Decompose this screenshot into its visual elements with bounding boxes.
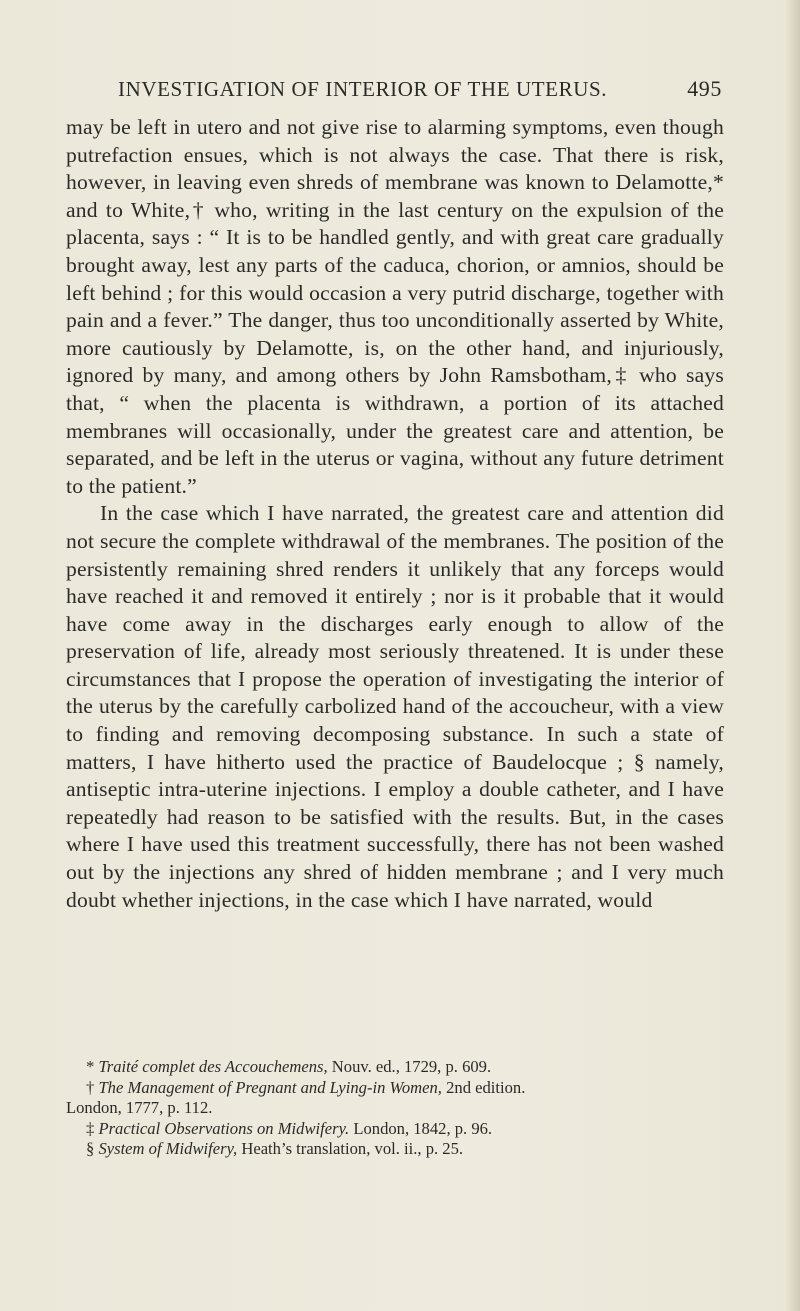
footnote-2-rest: 2nd edition.	[446, 1077, 526, 1097]
running-head-title: INVESTIGATION OF INTERIOR OF THE UTERUS.	[118, 77, 608, 101]
footnote-1-title: Traité complet des Accouchemens,	[98, 1057, 328, 1076]
footnote-2-title: The Management of Pregnant and Lying-in Women,	[98, 1077, 442, 1097]
footnote-4-title: System of Midwifery,	[98, 1139, 238, 1158]
page-edge-shadow	[786, 0, 800, 1311]
footnote-3	[66, 1119, 724, 1140]
paragraph-2: In the case which I have narrated, the greatest care and attention did not secure the complete withdrawal of the membranes. The position of the persistently remaining shred renders it unlikely that any forceps would have reached it and removed it entirely ; nor is it probable that it would have come away in the discharges early enough to allow of the preservation of life, already most seriously threatened. It is under these circumstances that I propose the operation of investigating the interior of the uterus by the carefully carbolized hand of the accoucheur, with a view to finding and removing decomposing substance. In such a state of matters, I have hitherto used the practice of Baudelocque ; § namely, antiseptic intra-uterine injections. I employ a double catheter, and I have repeatedly had reason to be satisfied with the results. But, in the cases where I have used this treatment successfully, there has not been washed out by the injections any shred of hidden membrane ; and I very much doubt whether injections, in the case which I have narrated, would	[66, 501, 724, 912]
footnote-3-title: Practical Observations on Midwifery.	[98, 1118, 350, 1138]
footnote-4-rest: Heath’s translation, vol. ii., p. 25.	[241, 1139, 464, 1158]
footnotes	[66, 1057, 724, 1160]
body-text	[66, 114, 724, 914]
footnote-1-rest: Nouv. ed., 1729, p. 609.	[331, 1057, 492, 1076]
footnote-2	[66, 1078, 724, 1099]
running-head	[118, 74, 722, 104]
page-number: 495	[687, 76, 722, 101]
footnote-3-mark: ‡	[86, 1118, 95, 1138]
footnote-4	[66, 1139, 724, 1160]
footnote-2-mark: †	[86, 1077, 95, 1097]
footnote-4-mark: §	[86, 1139, 95, 1158]
footnote-1	[66, 1057, 724, 1078]
footnote-2-continuation: London, 1777, p. 112.	[66, 1098, 213, 1117]
paragraph-1: may be left in utero and not give rise to alarming symptoms, even though putrefaction ensues, which is not always the case. That there is risk, however, in leaving even shreds of membrane was known to Delamotte,* and to White,† who, writing in the last century on the expulsion of the placenta, says : “ It is to be handled gently, and with great care gradually brought away, lest any parts of the caduca, chorion, or amnios, should be left behind ; for this would occasion a very putrid discharge, together with pain and a fever.” The danger, thus too unconditionally asserted by White, more cautiously by Delamotte, is, on the other hand, and injuriously, ignored by many, and among others by John Ramsbotham,‡ who says that, “ when the placenta is withdrawn, a portion of its attached membranes will occasionally, under the greatest care and attention, be separated, and be left in the uterus or vagina, without any future detriment to the patient.”	[66, 115, 724, 498]
footnote-1-mark: *	[86, 1057, 95, 1076]
footnote-3-rest: London, 1842, p. 96.	[353, 1118, 493, 1138]
